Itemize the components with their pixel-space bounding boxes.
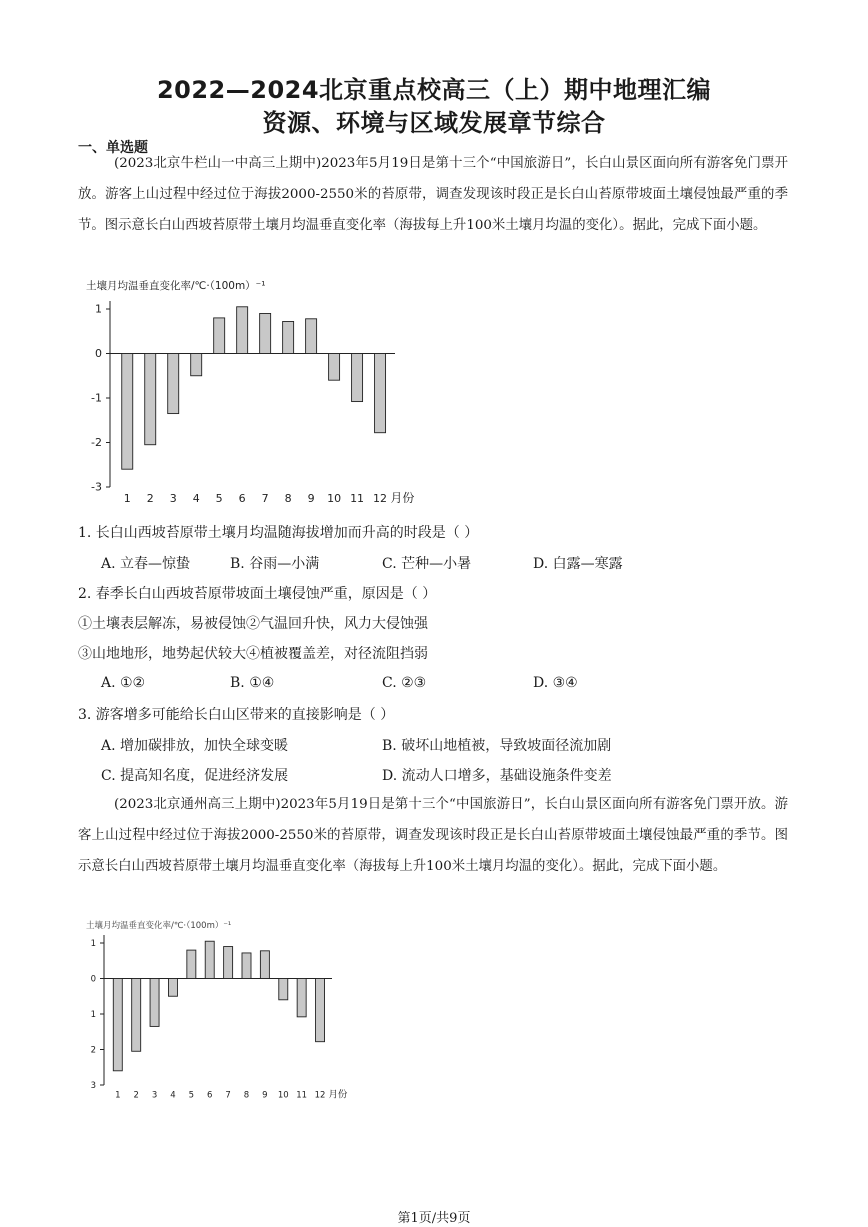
x-tick-label: 1 (115, 1090, 121, 1101)
bar-chart-1 (78, 272, 438, 512)
x-tick-label: 3 (151, 1090, 158, 1101)
page-subtitle: 资源、环境与区域发展章节综合 (262, 109, 606, 137)
x-tick-label: 6 (207, 1090, 213, 1101)
bar-month-3 (150, 979, 159, 1027)
bar-month-8 (283, 321, 294, 353)
y-tick-label: 0 (95, 347, 102, 361)
x-tick-label: 2 (146, 492, 154, 505)
bar-month-2 (145, 354, 156, 445)
q1-option-a[interactable]: A. 立春—惊蛰 (101, 556, 191, 572)
section-heading: 一、单选题 (78, 140, 148, 156)
bar-month-9 (306, 319, 317, 354)
y-tick-label: -3 (91, 480, 102, 494)
y-tick-label: 2 (90, 1045, 96, 1056)
x-tick-label: 9 (307, 492, 315, 505)
bar-month-1 (122, 354, 133, 470)
q2-option-c[interactable]: C. ②③ (382, 675, 427, 691)
x-tick-label: 7 (261, 492, 269, 505)
q2-item-line-2: ③山地地形，地势起伏较大④植被覆盖差，对径流阻挡弱 (78, 646, 428, 662)
x-tick-label: 2 (133, 1090, 139, 1101)
question-1-stem: 1. 长白山西坡苔原带土壤月均温随海拔增加而升高的时段是（ ） (78, 525, 479, 541)
bar-month-6 (205, 941, 214, 978)
bar-month-5 (214, 318, 225, 354)
x-axis-label: 月份 (328, 1089, 348, 1101)
q3-option-d[interactable]: D. 流动人口增多，基础设施条件变差 (382, 768, 612, 784)
bar-month-10 (329, 354, 340, 381)
passage-2-source: (2023北京通州高三上期中) (114, 797, 281, 812)
bar-month-7 (260, 313, 271, 353)
bar-month-6 (237, 307, 248, 354)
bar-month-3 (168, 354, 179, 414)
y-tick-label: 3 (90, 1080, 96, 1091)
y-tick-label: 1 (90, 1009, 96, 1020)
bar-chart-2 (78, 912, 368, 1102)
passage-1-text: 2023年5月19日是第十三个“中国旅游日”，长白山景区面向所有游客免门票开放。游客上山过程中经过位于海拔2000-2550米的苔原带，调查发现该时段正是长白山苔原带坡面土壤侵蚀最严重的季节。图示意长白山西坡苔原带土壤月均温垂直变化率（海拔每上升100米土壤月均温的变化）。据此，完成下面小题。 (78, 156, 788, 233)
question-2-stem: 2. 春季长白山西坡苔原带坡面土壤侵蚀严重，原因是（ ） (78, 586, 437, 602)
y-tick-label: -1 (91, 391, 102, 405)
x-tick-label: 4 (192, 492, 200, 505)
bar-month-5 (187, 950, 196, 978)
passage-2-text: 2023年5月19日是第十三个“中国旅游日”，长白山景区面向所有游客免门票开放。游客上山过程中经过位于海拔2000-2550米的苔原带，调查发现该时段正是长白山苔原带坡面土壤侵蚀最严重的季节。图示意长白山西坡苔原带土壤月均温垂直变化率（海拔每上升100米土壤月均温的变化）。据此，完成下面小题。 (78, 797, 788, 874)
x-tick-label: 11 (296, 1090, 308, 1101)
x-tick-label: 12 (314, 1090, 326, 1101)
bar-month-9 (260, 951, 269, 979)
bar-month-12 (375, 354, 386, 433)
chart-2-ylabel: 土壤月均温垂直变化率/℃·（100m）⁻¹ (86, 921, 232, 931)
passage-1 (78, 148, 788, 241)
bar-month-4 (168, 979, 177, 997)
passage-2 (78, 789, 788, 882)
q1-option-b[interactable]: B. 谷雨—小满 (230, 556, 320, 572)
x-tick-label: 10 (327, 492, 342, 505)
y-tick-label: 1 (95, 302, 102, 316)
q2-option-d[interactable]: D. ③④ (533, 675, 578, 691)
x-tick-label: 7 (225, 1090, 231, 1101)
x-tick-label: 5 (215, 492, 223, 505)
x-tick-label: 6 (238, 492, 246, 505)
x-tick-label: 10 (277, 1090, 289, 1101)
question-3-stem: 3. 游客增多可能给长白山区带来的直接影响是（ ） (78, 707, 395, 723)
x-tick-label: 4 (170, 1090, 176, 1101)
x-tick-label: 1 (123, 492, 131, 505)
bar-month-12 (316, 979, 325, 1042)
passage-1-source: (2023北京牛栏山一中高三上期中) (114, 156, 322, 171)
q3-option-c[interactable]: C. 提高知名度，促进经济发展 (101, 768, 289, 784)
bar-month-4 (191, 354, 202, 376)
q1-option-c[interactable]: C. 芒种—小暑 (382, 556, 472, 572)
x-tick-label: 3 (169, 492, 177, 505)
y-tick-label: 1 (90, 938, 96, 949)
x-tick-label: 8 (284, 492, 292, 505)
x-axis-label: 月份 (390, 491, 415, 505)
q2-option-b[interactable]: B. ①④ (230, 675, 275, 691)
bar-month-11 (352, 354, 363, 402)
y-tick-label: -2 (91, 436, 102, 450)
x-tick-label: 12 (373, 492, 388, 505)
x-tick-label: 11 (350, 492, 365, 505)
bar-month-2 (132, 979, 141, 1052)
q1-option-d[interactable]: D. 白露—寒露 (533, 556, 623, 572)
page-footer: 第1页/共9页 (397, 1211, 471, 1226)
x-tick-label: 9 (262, 1090, 268, 1101)
bar-month-8 (242, 953, 251, 979)
bar-month-11 (297, 979, 306, 1017)
x-tick-label: 8 (243, 1090, 250, 1101)
bar-month-1 (113, 979, 122, 1071)
bar-month-10 (279, 979, 288, 1000)
q3-option-b[interactable]: B. 破坏山地植被，导致坡面径流加剧 (382, 738, 612, 754)
x-tick-label: 5 (188, 1090, 195, 1101)
y-tick-label: 0 (90, 974, 96, 985)
q2-item-line-1: ①土壤表层解冻，易被侵蚀②气温回升快，风力大侵蚀强 (78, 616, 428, 632)
page-title: 2022—2024北京重点校高三（上）期中地理汇编 (156, 76, 712, 104)
q2-option-a[interactable]: A. ①② (101, 675, 146, 691)
q3-option-a[interactable]: A. 增加碳排放，加快全球变暖 (101, 738, 289, 754)
chart-1-ylabel: 土壤月均温垂直变化率/℃·（100m）⁻¹ (86, 280, 266, 292)
bar-month-7 (224, 947, 233, 979)
